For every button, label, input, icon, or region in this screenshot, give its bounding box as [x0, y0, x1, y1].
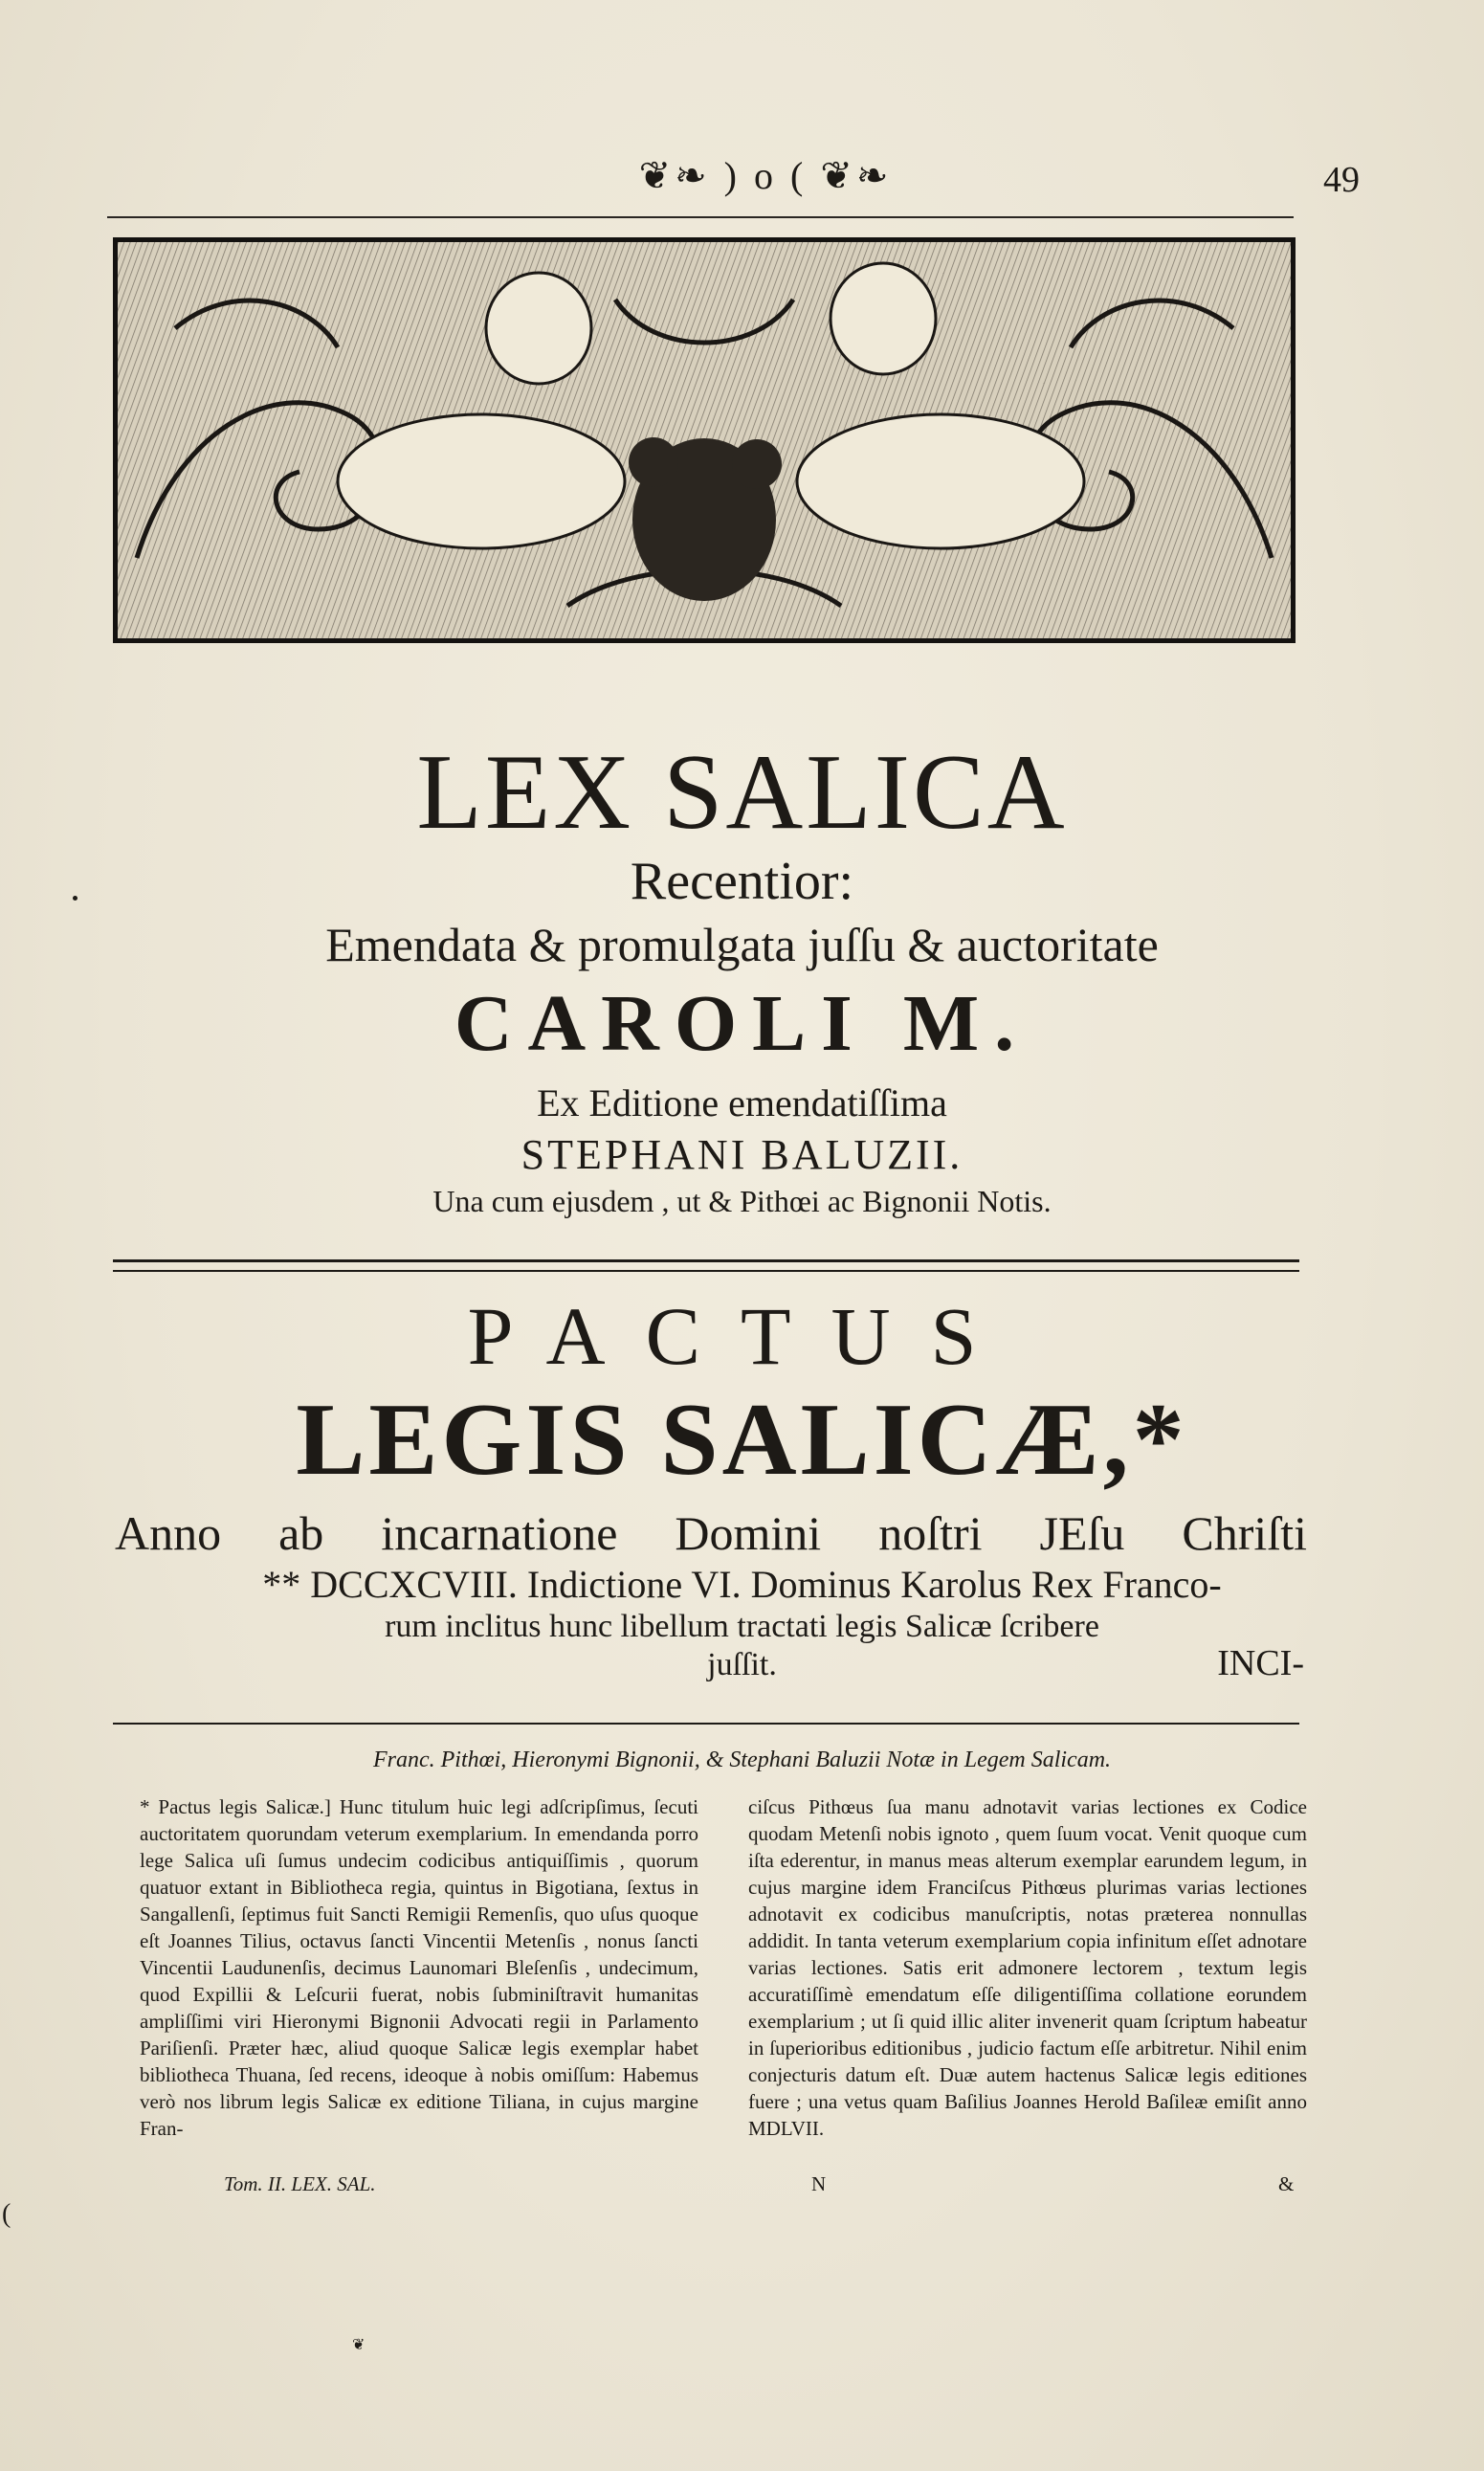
margin-dot — [73, 896, 78, 901]
anno-line: Anno ab incarnatione Domini noſtri JEſu Chriſti — [115, 1506, 1307, 1560]
title-emendata: Emendata & promulgata juſſu & auctoritate — [325, 918, 1159, 971]
double-rule — [113, 1259, 1299, 1272]
notes-columns — [140, 1793, 1307, 2195]
title-una-cum: Una cum ejusdem , ut & Pithœi ac Bignonii Notis. — [432, 1184, 1052, 1218]
title-block — [0, 708, 1484, 1221]
title-ex-editione: Ex Editione emendatiſſima — [537, 1081, 947, 1124]
title-stephani-baluzii: STEPHANI BALUZII. — [521, 1131, 963, 1178]
notes-right-text: ciſcus Pithœus ſua manu adnotavit varias lectiones ex Codice quodam Metenſi nobis ignoto , quem ſuum vocat. Venit quoque cum iſta ederentur, in manus meas alterum exemplar earundem legum, in cujus margine idem Franciſcus Pithœus plurimas varias lectiones adnotavit ex codicibus manuſcriptis, notas præterea nonnullas addidit. In tanta veterum exemplarium copia infinitum eſſet adnotare varias lectiones. Satis erit admonere lectorem , textum legis accuratiſſimè emendatum eſſe diligentiſſima collatione eorundem exemplarium ; ut ſi quid illic aliter invenerit quam ſcriptum habeatur in ſuperioribus editionibus , judicio factum eſſe arbitretur. Nihil enim conjecturis datum eſt. Duæ autem hactenus Salicæ legis editiones fuere ; una vetus quam Baſilius Joannes Herold Baſileæ emiſit anno MDLVII. — [748, 1795, 1307, 2140]
notes-left-text: * Pactus legis Salicæ.] Hunc titulum huic legi adſcripſimus, ſecuti auctoritatem quorundam veterum exemplarium. In emendanda porro lege Salica uſi ſumus undecim codicibus antiquiſſimis , quorum quatuor extant in Bibliotheca regia, quintus in Bigotiana, ſextus in Sangallenſi, ſeptimus fuit Sancti Remigii Remenſis, quo uſus quoque eſt Joannes Tilius, octavus ſancti Vincentii Metenſis , nonus ſancti Vincentii Laudunenſis, decimus Launomari Bleſenſis , undecimum, quod Expillii & Leſcurii fuerat, nobis ſubminiſtravit humanitas ampliſſimi viri Hieronymi Bignonii Advocati regii in Parlamento Pariſienſi. Præter hæc, aliud quoque Salicæ legis exemplar habet bibliotheca Thuana, ſed recens, ideoque à nobis omiſſum: Habemus verò nos librum legis Salicæ ex editione Tiliana, in cujus margine Fran- — [140, 1795, 698, 2140]
title-lex-salica: LEX SALICA — [416, 733, 1068, 852]
running-head — [105, 153, 1360, 211]
pactus-block — [0, 1282, 1484, 1684]
header-rule — [107, 216, 1294, 218]
bottom-ornament-mark: ❦ — [352, 2337, 365, 2353]
legis-salicae-heading: LEGIS SALICÆ,* — [296, 1383, 1188, 1497]
notes-heading: Franc. Pithœi, Hieronymi Bignonii, & Stephani Baluzii Notæ in Legem Salicam. — [372, 1748, 1112, 1772]
signature-line: Tom. II. LEX. SAL. — [224, 2172, 376, 2195]
notes-catchword: & — [1278, 2172, 1295, 2195]
notes-rule — [113, 1723, 1299, 1725]
jussit-line: juſſit. — [707, 1647, 777, 1682]
pactus-heading: PACTUS — [467, 1290, 1017, 1382]
head-ornament: ❦❧ ) o ( ❦❧ — [638, 154, 893, 197]
title-caroli: CAROLI M. — [454, 979, 1030, 1068]
dccxcviii-line: ** DCCXCVIII. Indictione VI. Dominus Karolus Rex Franco- — [262, 1563, 1222, 1606]
rum-inclitus-line: rum inclitus hunc libellum tractati legis Salicæ ſcribere — [385, 1609, 1099, 1644]
signature-mark: N — [811, 2172, 827, 2195]
notes-left-column — [140, 1793, 698, 2195]
title-recentior: Recentior: — [630, 852, 854, 911]
left-margin-mark: ( — [2, 2199, 11, 2229]
headpiece-engraving — [113, 237, 1296, 643]
catchword-inci: INCI- — [1217, 1643, 1304, 1683]
page-number: 49 — [1323, 160, 1360, 200]
notes-right-column — [748, 1793, 1307, 2195]
